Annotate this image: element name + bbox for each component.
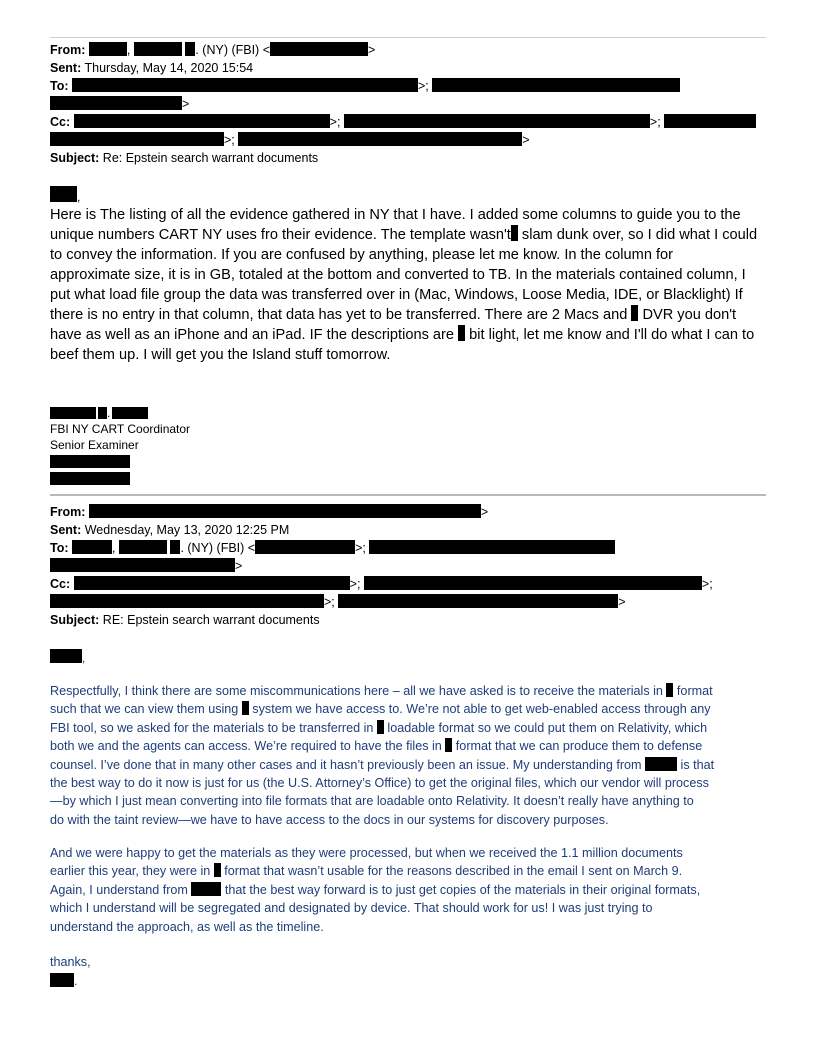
redaction	[50, 594, 324, 608]
redaction	[50, 558, 235, 572]
email1-cc-line2	[50, 131, 530, 149]
redaction	[270, 42, 368, 56]
signature-punct: .	[107, 406, 111, 420]
top-divider	[50, 37, 766, 38]
email2-from-line	[50, 503, 488, 521]
to-text: . (NY) (FBI) <	[180, 541, 256, 555]
body-line: Again, I understand from that the best way forward is to just get copies of the materials in their original formats,	[50, 882, 701, 897]
body-line: And we were happy to get the materials as they were processed, but when we received the 1.1 million documents	[50, 846, 683, 860]
redaction	[134, 42, 182, 56]
redaction	[511, 225, 518, 241]
body-line: have as well as an iPhone and an iPad. IF the descriptions are bit light, let me know and I'll do what I can to	[50, 327, 755, 343]
redaction	[89, 504, 481, 518]
redaction	[50, 407, 96, 419]
to-sep: >;	[355, 541, 366, 555]
from-label: From:	[50, 43, 86, 57]
redaction	[191, 882, 221, 896]
redaction	[74, 576, 350, 590]
redaction	[664, 114, 756, 128]
body-line: —by which I just mean converting into file formats that are loadable onto Relativity. It doesn’t really have anything to	[50, 794, 694, 809]
redaction	[89, 42, 127, 56]
to-sep: >;	[418, 79, 429, 93]
to-end: >	[235, 559, 243, 573]
sent-label: Sent:	[50, 61, 82, 75]
redaction	[432, 78, 680, 92]
body-line: such that we can view them using system we have access to. We’re not able to get web-enabled access through any	[50, 702, 711, 717]
cc-end: >	[522, 133, 530, 147]
body-line: do with the taint review—we have to have access to the docs in our systems for discovery purposes.	[50, 812, 609, 827]
redaction	[50, 186, 77, 202]
redaction	[214, 863, 221, 877]
email2-to-line: To: , . (NY) (FBI) < >;	[50, 539, 615, 557]
body-line: to convey the information. If you are confused by anything, please let me know. In the column for	[50, 247, 674, 263]
redaction	[98, 407, 107, 419]
cc-label: Cc:	[50, 577, 71, 591]
redaction	[377, 720, 384, 734]
subject-value: RE: Epstein search warrant documents	[102, 613, 320, 627]
email2-closing: thanks,	[50, 955, 91, 969]
cc-sep: >;	[324, 595, 335, 609]
body-line: beef them up. I will get you the Island stuff tomorrow.	[50, 347, 391, 363]
redaction	[50, 455, 130, 468]
from-end: >	[368, 43, 376, 57]
redaction	[364, 576, 702, 590]
body-line: FBI tool, so we asked for the materials to be transferred in loadable format so we could put them on Relativity, which	[50, 720, 708, 735]
email1-body	[50, 205, 766, 365]
email1-to-line	[50, 77, 680, 95]
email1-from-line: From: , . (NY) (FBI) < >	[50, 43, 376, 57]
redaction	[645, 757, 677, 771]
body-line: understand the approach, as well as the timeline.	[50, 919, 324, 934]
body-line: there is no entry in that column, that data has yet to be transferred. There are 2 Macs and DVR you don't	[50, 307, 737, 323]
redaction	[242, 701, 249, 715]
redaction	[50, 649, 82, 663]
subject-label: Subject:	[50, 151, 100, 165]
redaction	[338, 594, 618, 608]
body-line: the best way to do it now is just for us (the U.S. Attorney’s Office) to get the original files, which our vendor will process	[50, 776, 709, 791]
cc-sep: >;	[649, 115, 661, 129]
to-end: >	[182, 97, 190, 111]
redaction	[112, 407, 148, 419]
redaction	[369, 540, 615, 554]
body-line: Here is The listing of all the evidence gathered in NY that I have. I added some columns to guide you to the	[50, 207, 741, 223]
email2-paragraph-2	[50, 844, 766, 936]
email2-paragraph-1	[50, 682, 766, 829]
redaction	[50, 472, 130, 485]
from-label: From:	[50, 505, 86, 519]
body-line: unique numbers CART NY uses fro their evidence. The template wasn't slam dunk over, so I did what I could	[50, 227, 758, 243]
email1-greeting-punct: ,	[77, 190, 81, 204]
cc-sep: >;	[224, 133, 235, 147]
email1-subject-line	[50, 149, 318, 167]
from-end: >	[480, 505, 489, 519]
from-text: . (NY) (FBI) <	[195, 43, 270, 57]
email1-cc-line	[50, 113, 756, 131]
cc-end: >	[618, 595, 626, 609]
cc-sep: >;	[349, 577, 361, 591]
sent-value: Thursday, May 14, 2020 15:54	[84, 61, 254, 75]
redaction	[238, 132, 522, 146]
redaction	[50, 132, 224, 146]
redaction	[185, 42, 195, 56]
to-label: To:	[50, 79, 69, 93]
cc-label: Cc:	[50, 115, 71, 129]
body-line: earlier this year, they were in format that wasn’t usable for the reasons described in the email I sent on March 9.	[50, 864, 683, 879]
sent-value: Wednesday, May 13, 2020 12:25 PM	[84, 523, 290, 537]
email1-to-line2	[50, 95, 189, 113]
email2-greeting-punct: ,	[82, 651, 86, 665]
email1-sent-line	[50, 59, 253, 77]
email2-closing-punct: .	[74, 974, 78, 988]
body-line: both we and the agents can access. We’re required to have the files in format that we can produce them to defense	[50, 739, 703, 754]
redaction	[50, 96, 182, 110]
redaction	[50, 973, 74, 987]
cc-sep: >;	[329, 115, 341, 129]
redaction	[72, 540, 112, 554]
cc-sep: >;	[701, 577, 713, 591]
email2-to-line2	[50, 557, 242, 575]
subject-label: Subject:	[50, 613, 100, 627]
body-line: Respectfully, I think there are some miscommunications here – all we have asked is to receive the materials in format	[50, 684, 713, 698]
email2-cc-line2	[50, 593, 626, 611]
message-divider	[50, 494, 766, 496]
body-line: counsel. I’ve done that in many other cases and it hasn’t previously been an issue. My understanding from is that	[50, 757, 715, 772]
email2-sent-line	[50, 521, 289, 539]
signature-title: FBI NY CART Coordinator	[50, 422, 191, 436]
redaction	[255, 540, 355, 554]
subject-value: Re: Epstein search warrant documents	[102, 151, 319, 165]
body-line: put what load file group the data was transferred over in (Mac, Windows, Loose Media, IDE, or Blacklight) If	[50, 287, 743, 303]
redaction	[74, 114, 330, 128]
body-line: approximate size, it is in GB, totaled at the bottom and converted to TB. In the materials contained column, I	[50, 267, 746, 283]
signature-role: Senior Examiner	[50, 438, 139, 452]
email2-subject-line	[50, 611, 320, 629]
sent-label: Sent:	[50, 523, 82, 537]
redaction	[344, 114, 650, 128]
email2-cc-line	[50, 575, 713, 593]
redaction	[119, 540, 167, 554]
body-line: which I understand will be segregated and designated by device. That should work for us! I was just trying to	[50, 901, 653, 916]
to-label: To:	[50, 541, 69, 555]
redaction	[72, 78, 418, 92]
redaction	[170, 540, 180, 554]
